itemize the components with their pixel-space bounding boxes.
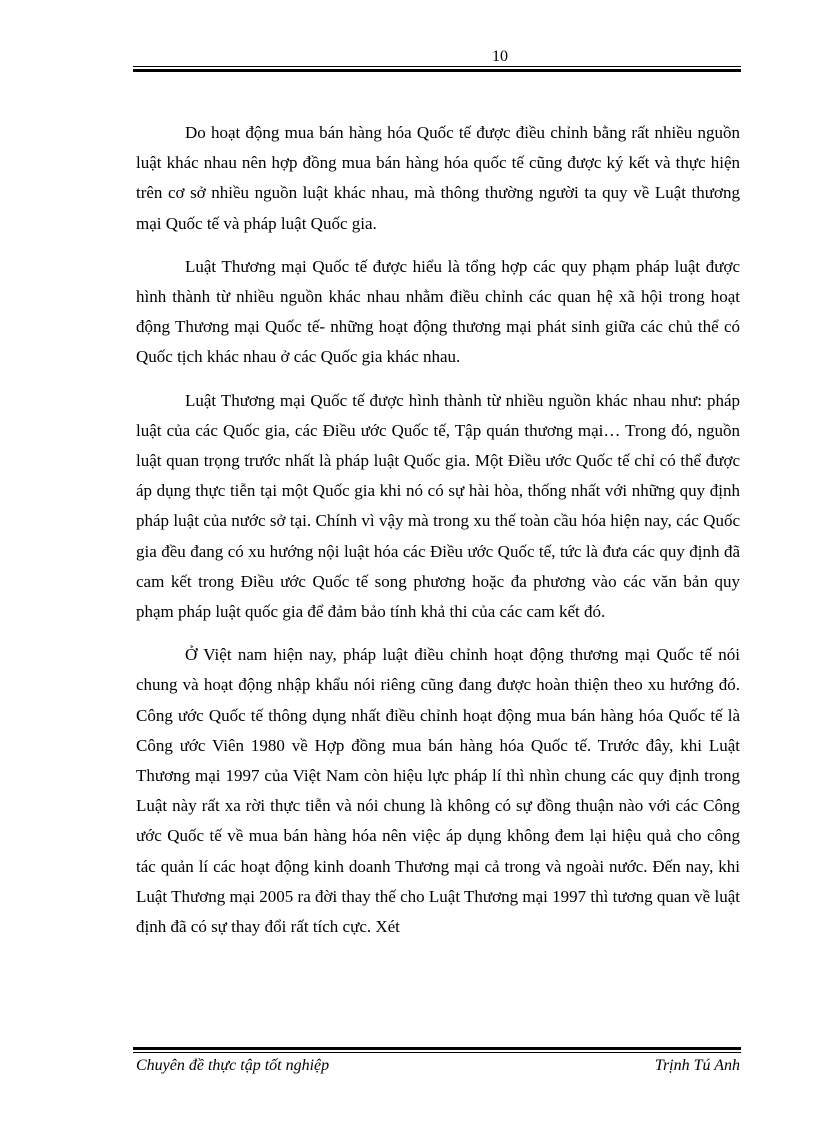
paragraph-4: Ở Việt nam hiện nay, pháp luật điều chỉnh hoạt động thương mại Quốc tế nói chung và hoạt động nhập khẩu nói riêng cũng đang được hoàn thiện theo xu hướng đó. Công ước Quốc tế thông dụng nhất điều chỉnh hoạt động mua bán hàng hóa Quốc tế là Công ước Viên 1980 về Hợp đồng mua bán hàng hóa Quốc tế. Trước đây, khi Luật Thương mại 1997 của Việt Nam còn hiệu lực pháp lí thì nhìn chung các quy định trong Luật này rất xa rời thực tiễn và nói chung là không có sự đồng thuận nào với các Công ước Quốc tế về mua bán hàng hóa nên việc áp dụng không đem lại hiệu quả cho công tác quản lí các hoạt động kinh doanh Thương mại cả trong và ngoài nước. Đến nay, khi Luật Thương mại 2005 ra đời thay thế cho Luật Thương mại 1997 thì tương quan về luật định đã có sự thay đổi rất tích cực. Xét [136,645,740,937]
header-rule-thick [133,69,741,72]
paragraph-2: Luật Thương mại Quốc tế được hiểu là tổng hợp các quy phạm pháp luật được hình thành từ nhiều nguồn khác nhau nhằm điều chỉnh các quan hệ xã hội trong hoạt động Thương mại Quốc tế- những hoạt động thương mại phát sinh giữa các chủ thể có Quốc tịch khác nhau ở các Quốc gia khác nhau. [136,256,740,367]
footer-author: Trịnh Tú Anh [654,1057,740,1074]
footer-document-title: Chuyên đề thực tập tốt nghiệp [136,1057,330,1074]
footer-rule-thick [133,1047,741,1050]
body-text [136,118,740,955]
footer-rule-thin [133,1052,741,1053]
footer-rule [133,1047,741,1053]
paragraph-3: Luật Thương mại Quốc tế được hình thành từ nhiều nguồn khác nhau như: pháp luật của các Quốc gia, các Điều ước Quốc tế, Tập quán thương mại… Trong đó, nguồn luật quan trọng trước nhất là pháp luật Quốc gia. Một Điều ước Quốc tế chỉ có thể được áp dụng thực tiễn tại một Quốc gia khi nó có sự hài hòa, thống nhất với những quy định pháp luật của nước sở tại. Chính vì vậy mà trong xu thế toàn cầu hóa hiện nay, các Quốc gia đều đang có xu hướng nội luật hóa các Điều ước Quốc tế, tức là đưa các quy định đã cam kết trong Điều ước Quốc tế song phương hoặc đa phương vào các văn bản quy phạm pháp luật quốc gia để đảm bảo tính khả thi của các cam kết đó. [136,390,740,622]
header-rule-thin [133,66,741,67]
header-rule [133,66,741,72]
paragraph-1: Do hoạt động mua bán hàng hóa Quốc tế được điều chỉnh bằng rất nhiều nguồn luật khác nhau nên hợp đồng mua bán hàng hóa quốc tế cũng được ký kết và thực hiện trên cơ sở nhiều nguồn luật khác nhau, mà thông thường người ta quy về Luật thương mại Quốc tế và pháp luật Quốc gia. [136,123,740,233]
footer [136,1057,740,1075]
page-number: 10 [492,48,508,65]
